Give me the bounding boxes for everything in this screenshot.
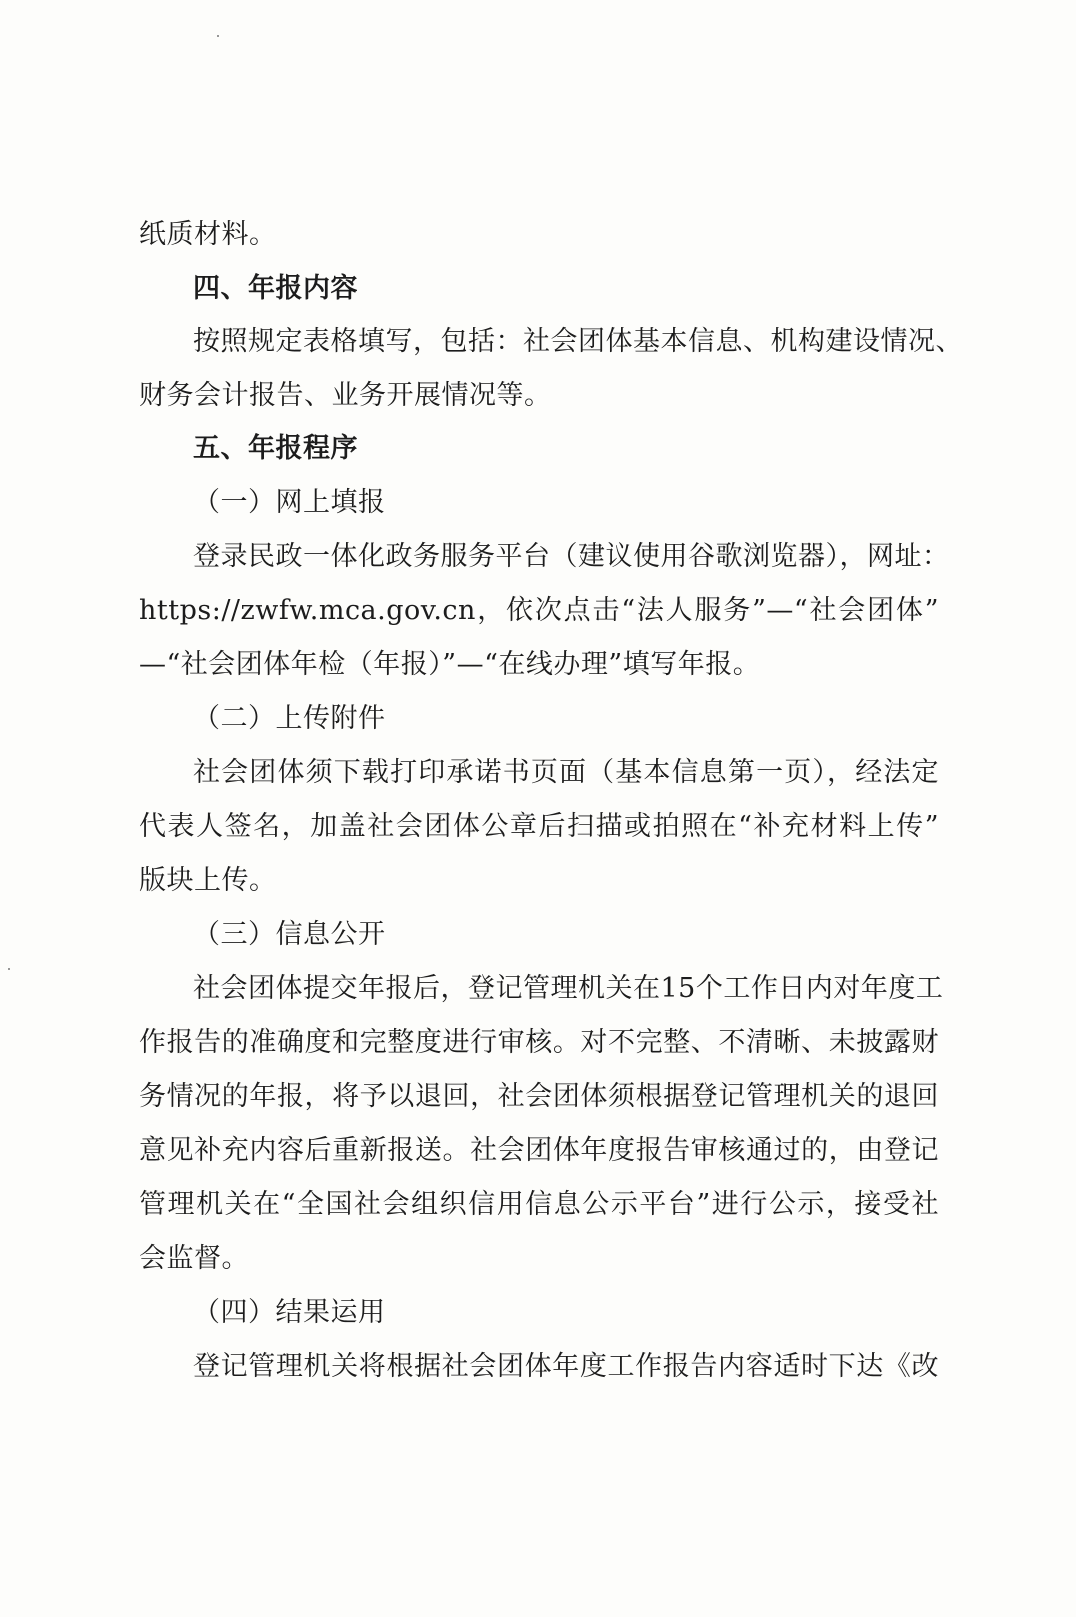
paragraph-line: 按照规定表格填写，包括：社会团体基本信息、机构建设情况、 xyxy=(193,326,963,357)
paragraph-line: 财务会计报告、业务开展情况等。 xyxy=(139,380,552,411)
scan-speck xyxy=(8,968,10,970)
paragraph-line: 社会团体须下载打印承诺书页面（基本信息第一页），经法定 xyxy=(193,757,939,788)
paragraph-line: https://zwfw.mca.gov.cn，依次点击“法人服务”—“社会团体” xyxy=(139,595,939,626)
paragraph-line: 代表人签名，加盖社会团体公章后扫描或拍照在“补充材料上传” xyxy=(139,811,939,842)
subsection-heading-2: （二）上传附件 xyxy=(193,703,386,734)
paragraph-line: 登记管理机关将根据社会团体年度工作报告内容适时下达《改 xyxy=(193,1351,939,1382)
paragraph-line: 版块上传。 xyxy=(139,865,277,896)
subsection-heading-1: （一）网上填报 xyxy=(193,487,386,518)
scan-speck xyxy=(217,35,219,37)
subsection-heading-3: （三）信息公开 xyxy=(193,919,386,950)
paragraph-line: 管理机关在“全国社会组织信用信息公示平台”进行公示，接受社 xyxy=(139,1189,939,1220)
paragraph-line: 会监督。 xyxy=(139,1243,249,1274)
paragraph-line: 务情况的年报，将予以退回，社会团体须根据登记管理机关的退回 xyxy=(139,1081,939,1112)
paragraph-line: —“社会团体年检（年报）”—“在线办理”填写年报。 xyxy=(139,649,761,680)
subsection-heading-4: （四）结果运用 xyxy=(193,1297,386,1328)
paragraph-line: 纸质材料。 xyxy=(139,219,277,250)
section-heading-5: 五、年报程序 xyxy=(193,433,358,464)
paragraph-line: 作报告的准确度和完整度进行审核。对不完整、不清晰、未披露财 xyxy=(139,1027,939,1058)
section-heading-4: 四、年报内容 xyxy=(193,273,358,304)
paragraph-line: 登录民政一体化政务服务平台（建议使用谷歌浏览器），网址： xyxy=(193,541,950,572)
paragraph-line: 意见补充内容后重新报送。社会团体年度报告审核通过的，由登记 xyxy=(139,1135,939,1166)
paragraph-line: 社会团体提交年报后，登记管理机关在15个工作日内对年度工 xyxy=(193,973,944,1004)
